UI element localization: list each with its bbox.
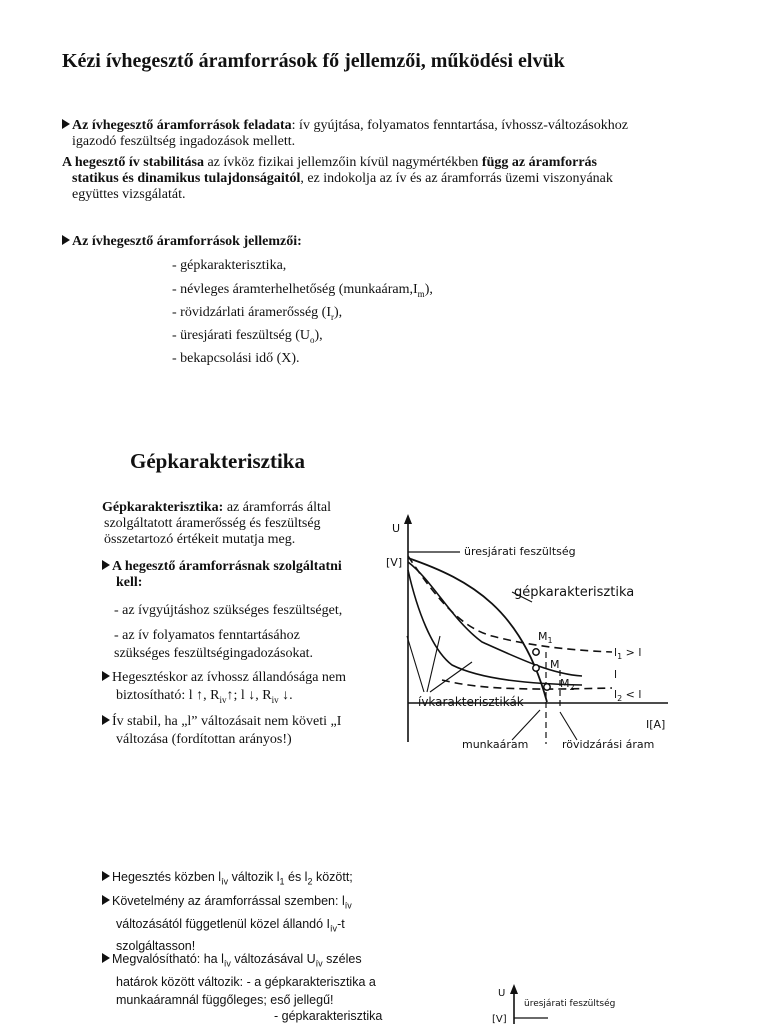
bottom-bullet-2: Követelmény az áramforrással szemben: $l_{ív}$ változásától függetlenül közel állandó $I_{ív}-t$ szolgáltasson!	[102, 892, 352, 955]
requirement-bold-2: kell:	[116, 575, 143, 590]
work-label-pointer	[512, 710, 540, 740]
u-axis-arrow-icon	[510, 984, 518, 994]
definition-text-2: szolgáltatott áramerősség és feszültség	[104, 516, 321, 531]
work-current-label: munkaáram	[462, 738, 529, 751]
point-m-icon	[533, 665, 539, 671]
pointer-line-3	[430, 662, 472, 692]
intro-bullet-text: : ív gyújtása, folyamatos fenntartása, ívhossz-változásokhoz	[291, 118, 628, 133]
feature-item: - rövidzárlati áramerősség $(I_r)$,	[172, 305, 343, 322]
arc-length-bullet: Hegesztéskor az ívhossz állandósága nem biztosítható: l ↑, $R_{iv}↑$; l ↓, $R_{iv}$ ↓.	[102, 669, 392, 709]
short-label-pointer	[560, 712, 577, 740]
stability-bold-2: függ az áramforrás	[481, 155, 597, 170]
feature-item: - gépkarakterisztika,	[172, 258, 287, 273]
u-unit-label-2: [V]	[492, 1014, 507, 1024]
arrow-bullet-icon	[62, 119, 70, 129]
stability-text-2: , ez indokolja az ív és az áramforrás üzemi viszonyának	[300, 171, 613, 186]
definition-text-1: az áramforrás által	[223, 500, 331, 515]
i-axis-label: I[A]	[646, 718, 666, 731]
arc-characteristics-label: ívkarakterisztikák	[418, 695, 524, 709]
arrow-bullet-icon	[102, 953, 110, 963]
second-diagram	[488, 980, 648, 1024]
m2-label: $M_2$	[560, 677, 575, 692]
arc-length-text-1: Hegesztéskor az ívhossz állandósága nem	[112, 670, 347, 685]
machine-characteristic-diagram	[382, 510, 672, 755]
page-title: Kézi ívhegesztő áramforrások fő jellemzői, működési elvük	[62, 50, 565, 72]
intro-bullet	[62, 118, 752, 150]
feature-item: - bekapcsolási idő (X).	[172, 351, 300, 366]
definition-bold: Gépkarakterisztika:	[102, 500, 224, 515]
machine-characteristic-label: gépkarakterisztika	[514, 585, 635, 600]
stability-text-1: az ívköz fizikai jellemzőin kívül nagymértékben	[203, 155, 482, 170]
feature-item: - névleges áramterhelhetőség $(munkaáram,I_m)$,	[172, 282, 433, 299]
machine-curve	[408, 558, 547, 702]
open-circuit-label-2: üresjárati feszültség	[524, 999, 616, 1009]
bottom-bullet-3: Megvalósítható: ha $l_{ív}$ változásával $U_{ív}$ széles határok között változik: - a gépkarakterisztika a munkaáramnál függőleges; eső jellegű!	[102, 950, 376, 1009]
requirement-item: - az ív folyamatos fenntartásához	[114, 628, 300, 643]
arrow-bullet-icon	[62, 235, 70, 245]
section-title: Gépkarakterisztika	[130, 449, 305, 473]
l2-label: $l_2 < l$	[614, 688, 642, 703]
requirement-bullet	[102, 559, 392, 591]
l1-label: $l_1 > l$	[614, 646, 642, 661]
m-label: M	[550, 658, 560, 671]
stability-bold-1: A hegesztő ív stabilitása	[62, 155, 204, 170]
requirement-item: szükséges feszültségingadozásokat.	[114, 646, 314, 661]
open-circuit-label: üresjárati feszültség	[464, 545, 576, 558]
stable-arc-text-1: Ív stabil, ha „l” változásait nem követi „I	[112, 714, 342, 729]
requirement-item: - az ívgyújtáshoz szükséges feszültséget,	[114, 603, 343, 618]
arrow-bullet-icon	[102, 871, 110, 881]
arrow-bullet-icon	[102, 715, 110, 725]
requirement-bold-1: A hegesztő áramforrásnak szolgáltatni	[112, 559, 342, 574]
u-axis-arrow-icon	[404, 514, 412, 524]
features-heading	[62, 234, 302, 250]
stable-arc-text-2: változása (fordítottan arányos!)	[116, 732, 292, 747]
definition-paragraph	[102, 500, 392, 548]
l-label: l	[614, 668, 618, 681]
stability-bold-3: statikus és dinamikus tulajdonságaitól	[72, 171, 301, 186]
features-heading-text: Az ívhegesztő áramforrások jellemzői:	[72, 234, 302, 249]
intro-bullet-bold: Az ívhegesztő áramforrások feladata	[72, 118, 292, 133]
u-axis-label: U	[392, 522, 401, 535]
m1-label: $M_1$	[538, 630, 553, 645]
short-circuit-label: rövidzárási áram	[562, 738, 655, 751]
u-axis-label-2: U	[498, 988, 506, 999]
point-m2-icon	[544, 684, 550, 690]
feature-item: - üresjárati feszültség $(U_o)$,	[172, 328, 323, 345]
bottom-bullet-3-item: - gépkarakterisztika	[274, 1009, 383, 1023]
pointer-line-2	[427, 636, 440, 692]
stability-paragraph	[62, 155, 752, 203]
definition-text-3: összetartozó értékeit mutatja meg.	[104, 532, 296, 547]
u-unit-label: [V]	[386, 556, 403, 569]
stability-text-3: együttes vizsgálatát.	[72, 187, 186, 202]
intro-bullet-text-2: igazodó feszültség ingadozások mellett.	[72, 134, 296, 149]
stable-arc-bullet	[102, 713, 392, 749]
arrow-bullet-icon	[102, 560, 110, 570]
bottom-bullet-1: Hegesztés közben $l_{ív}$ változik $l_1$ és $l_2$ között;	[102, 868, 353, 891]
point-m1-icon	[533, 649, 539, 655]
arrow-bullet-icon	[102, 895, 110, 905]
pointer-line-1	[407, 636, 424, 692]
arrow-bullet-icon	[102, 671, 110, 681]
